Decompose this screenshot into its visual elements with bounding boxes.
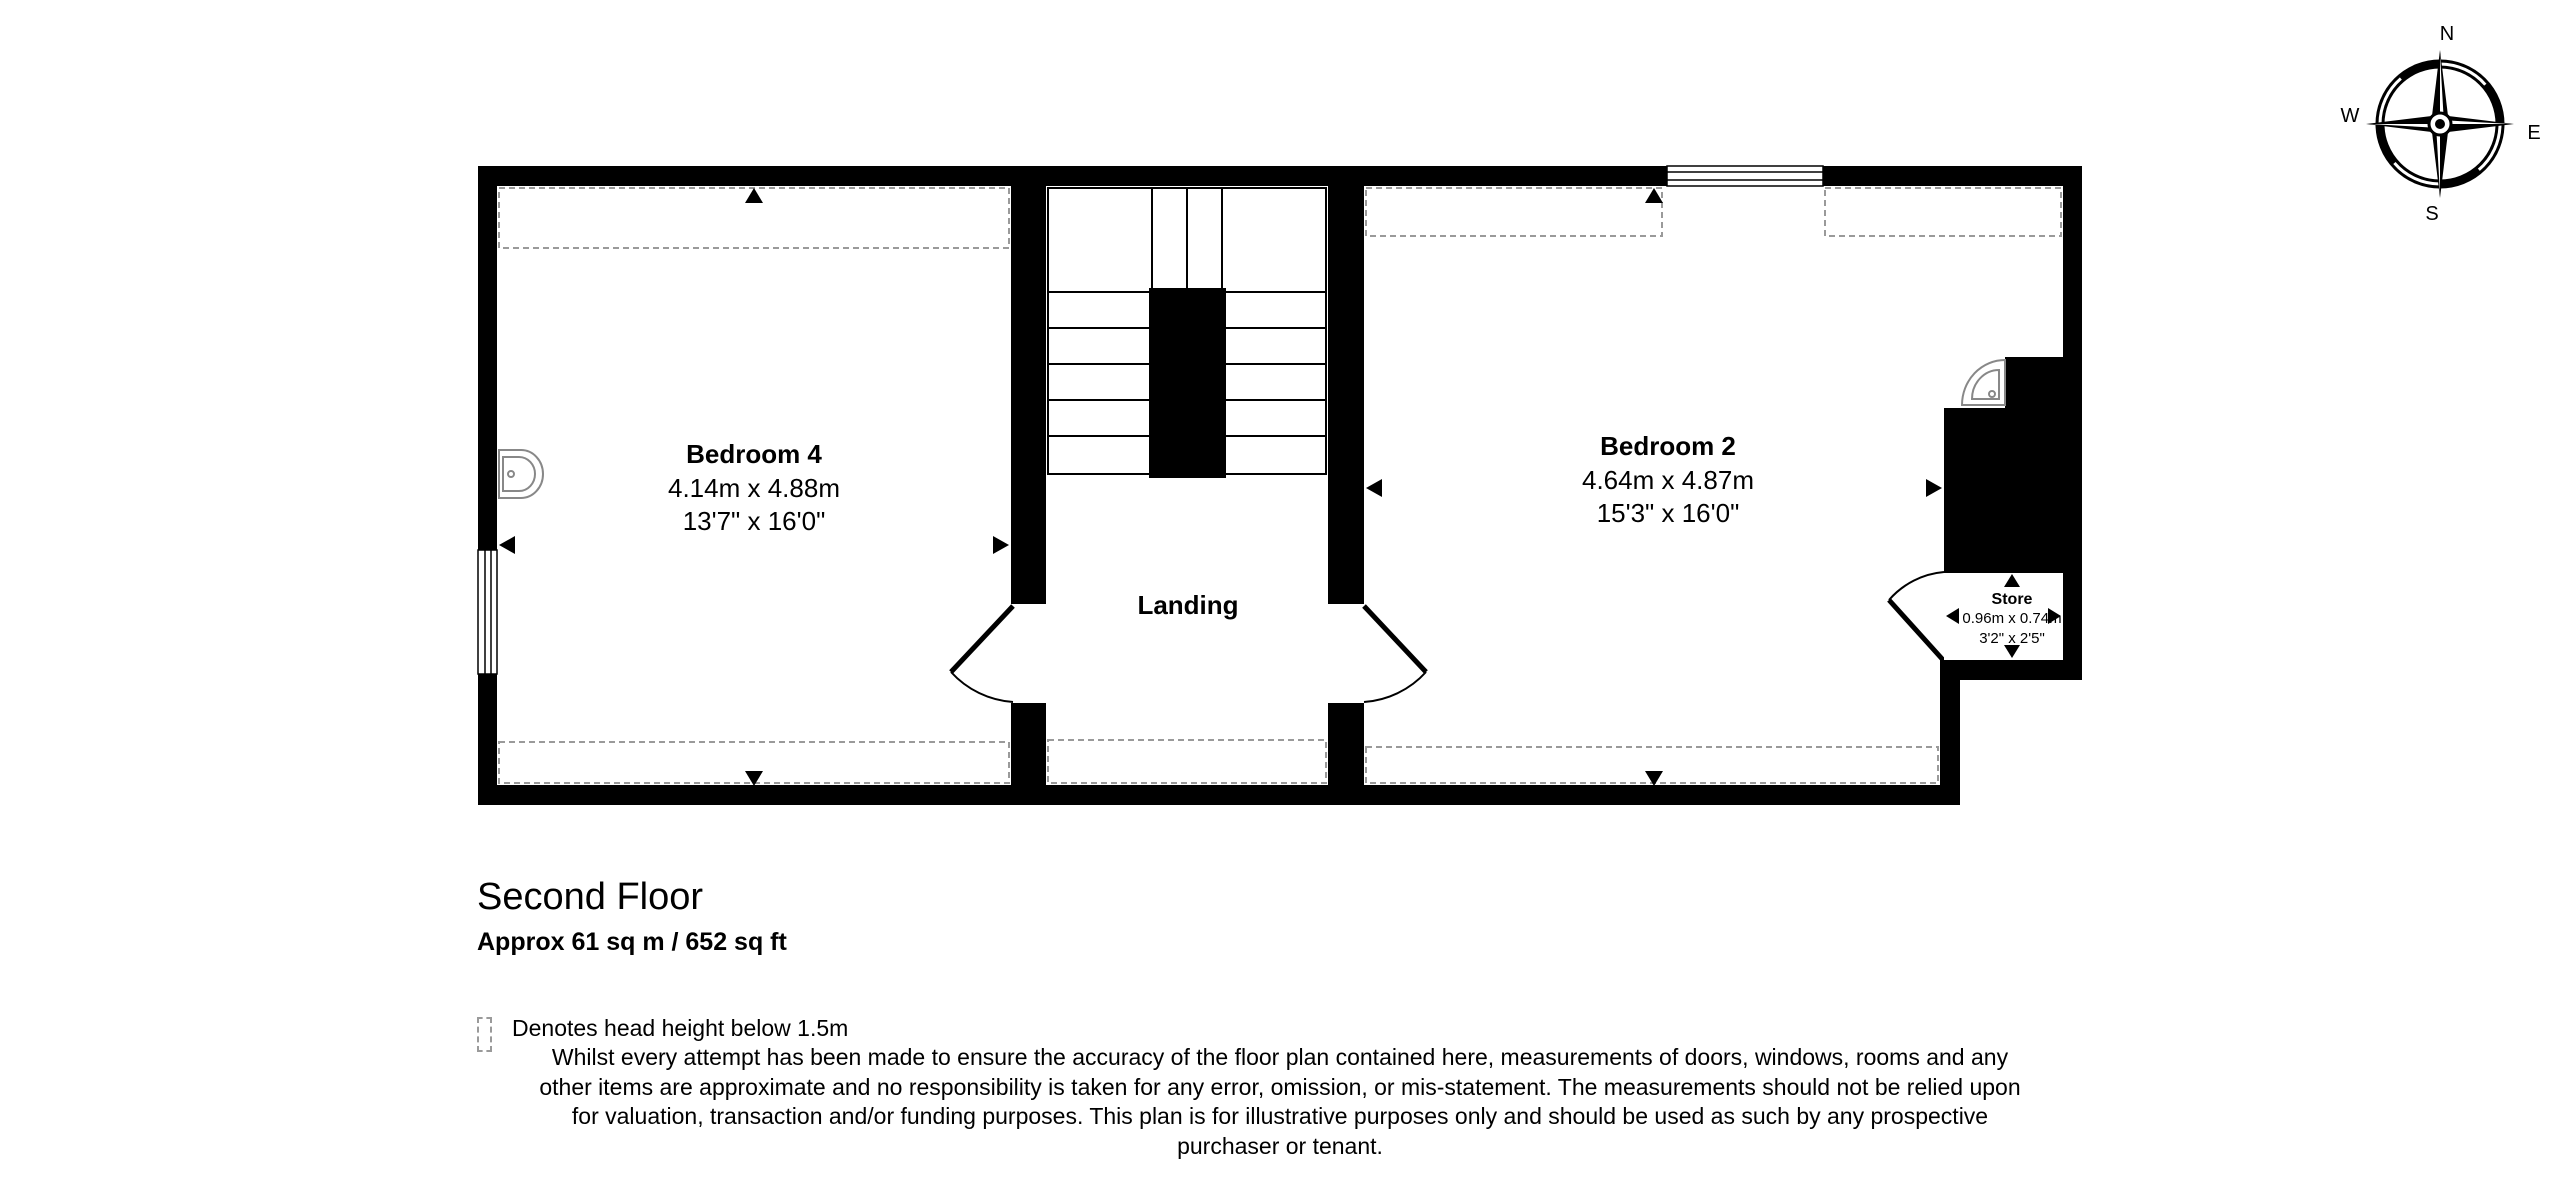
compass-west: W [2340,105,2360,127]
room-imperial: 3'2" x 2'5" [1979,630,2045,647]
room-imperial: 15'3" x 16'0" [1596,498,1740,528]
room-name: Bedroom 2 [1600,431,1736,461]
door-store [1889,600,1944,661]
wall-bed4-landing-upper [1011,186,1046,604]
wall-landing-bed2-lower [1328,703,1364,785]
room-metric: 0.96m x 0.74m [1962,610,2062,627]
legend-dashed-box [477,1017,492,1052]
stair-core [1149,288,1226,478]
room-name: Landing [1137,590,1239,620]
doors [951,572,1944,702]
wall-bed4-landing-lower [1011,703,1046,785]
chimney-breast [1944,357,2063,572]
floor-area: Approx 61 sq m / 652 sq ft [477,928,787,956]
door-bed4 [951,606,1013,672]
compass-north: N [2439,23,2455,45]
room-metric: 4.64m x 4.87m [1582,465,1754,495]
room-bedroom-2 [1582,431,1754,528]
room-name: Store [1991,591,2033,608]
room-bedroom-4 [668,439,840,536]
room-landing [1137,590,1238,620]
room-name: Bedroom 4 [686,439,822,469]
legend-text: Denotes head height below 1.5m [512,1015,849,1041]
disclaimer: Whilst every attempt has been made to ensure the accuracy of the floor plan contained here, measurements of doors, windows, rooms and any other items are approximate and no responsibility is taken for any error, omission, or mis-statement. The measurements should not be relied upon for valuation, transaction and/or funding purposes. This plan is for illustrative purposes only and should be used as such by any prospective purchaser or tenant. [539,1044,2021,1159]
room-metric: 4.14m x 4.88m [668,473,840,503]
floor-title: Second Floor [477,876,704,918]
compass-south: S [2425,203,2439,225]
room-imperial: 13'7" x 16'0" [682,506,826,536]
basin-icon [499,450,543,498]
window-left-bed4 [478,550,497,674]
compass-icon [2341,23,2541,225]
door-bed2 [1364,606,1426,672]
wall-landing-bed2-upper [1328,186,1364,604]
compass-east: E [2527,122,2541,144]
window-top-bed2 [1667,166,1823,186]
corner-sink-icon [1962,360,2005,405]
